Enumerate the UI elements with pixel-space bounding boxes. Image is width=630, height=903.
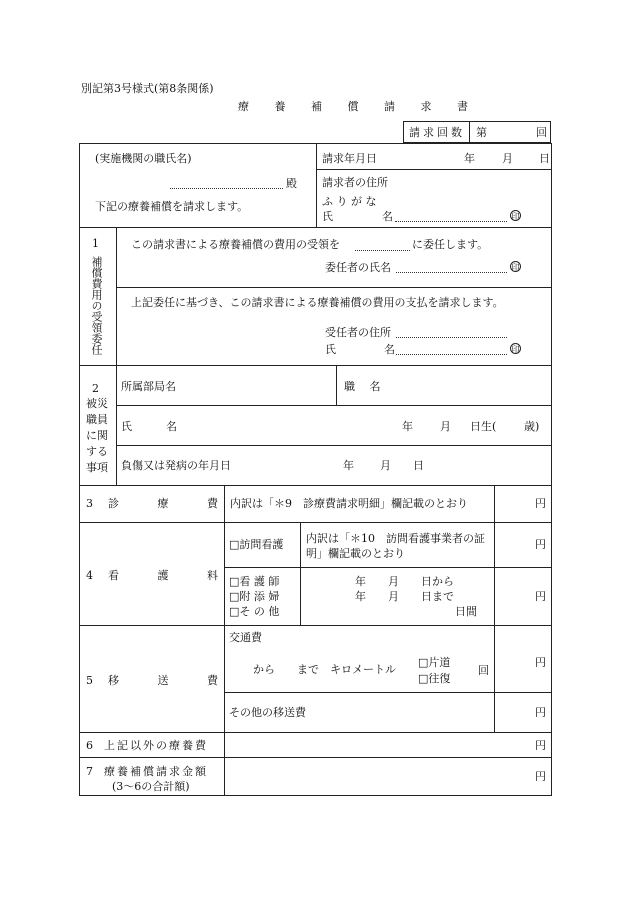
delegatee-name-a: 氏 <box>325 343 336 356</box>
visit-nursing-checkbox[interactable]: □訪問看護 <box>229 538 284 551</box>
period-days: 日間 <box>455 605 477 618</box>
section7-unit: 円 <box>535 770 546 783</box>
section2-label-line: 事項 <box>86 461 108 474</box>
birth-day: 日生( <box>470 420 497 433</box>
based-text: 上記委任に基づき、この請求書による療養補償の費用の支払を請求します。 <box>131 296 504 309</box>
request-text: 下記の療養補償を請求します。 <box>95 200 249 213</box>
address-label: 請求者の住所 <box>322 176 388 189</box>
agency-label: (実施機関の職氏名) <box>95 152 192 165</box>
section3-detail: 内訳は「＊9 診療費請求明細」欄記載のとおり <box>230 497 468 510</box>
visit-detail: 内訳は「＊10 訪問看護事業者の証明」欄記載のとおり <box>306 532 485 560</box>
delegator-name-line[interactable] <box>396 272 507 273</box>
section7-label: 療養補償請求金額 <box>104 765 208 778</box>
victim-name-a: 氏 <box>121 420 132 433</box>
section5-unit-a: 円 <box>535 656 546 669</box>
section3-number: 3 <box>86 497 93 510</box>
round-trip-checkbox[interactable]: □往復 <box>418 672 451 685</box>
section6-number: 6 <box>86 739 93 752</box>
section3-label: 診 療 費 <box>108 497 226 510</box>
section5-label: 移 送 費 <box>108 674 226 687</box>
section5-unit-b: 円 <box>535 706 546 719</box>
birth-year: 年 <box>402 420 413 433</box>
claimant-name-line[interactable] <box>395 221 507 222</box>
position-label: 職 名 <box>344 380 381 393</box>
delegate-text-a: この請求書による療養補償の費用の受領を <box>131 238 340 251</box>
section7-number: 7 <box>86 765 93 778</box>
section2-label-line: 職員 <box>86 413 108 426</box>
period-from: 年 月 日から <box>355 575 454 588</box>
name-label-a: 氏 <box>322 210 333 223</box>
delegatee-address-label: 受任者の住所 <box>325 326 391 339</box>
transport-label: 交通費 <box>229 631 262 644</box>
count-label: 請求回数 <box>409 126 465 139</box>
date-label: 請求年月日 <box>322 152 377 165</box>
seal-icon: 印 <box>511 212 520 221</box>
section2-label-line: に関 <box>86 429 108 442</box>
one-way-checkbox[interactable]: □片道 <box>418 656 451 669</box>
section4-unit-b: 円 <box>535 590 546 603</box>
injury-year: 年 <box>343 459 354 472</box>
seal-icon: 印 <box>511 345 520 354</box>
date-day: 日 <box>539 152 550 165</box>
injury-day: 日 <box>413 459 424 472</box>
delegatee-name-b: 名 <box>384 343 395 356</box>
other-transport-label: その他の移送費 <box>229 706 306 719</box>
delegatee-address-line[interactable] <box>396 337 507 338</box>
section5-number: 5 <box>86 674 93 687</box>
count-suffix: 回 <box>536 126 547 139</box>
name-label-b: 名 <box>382 210 393 223</box>
period-to: 年 月 日まで <box>355 590 454 603</box>
birth-month: 月 <box>440 420 451 433</box>
delegate-text-b: に委任します。 <box>412 238 489 251</box>
dono: 殿 <box>286 177 297 190</box>
delegate-to-line[interactable] <box>355 250 410 251</box>
victim-name-b: 名 <box>166 420 177 433</box>
agency-name-line[interactable] <box>170 188 283 189</box>
section7-sub: (3〜6の合計額) <box>112 780 190 793</box>
transport-route: から まで キロメートル <box>253 663 396 676</box>
trip-times: 回 <box>478 664 489 677</box>
section2-label-line: する <box>86 445 108 458</box>
form-reference: 別記第3号様式(第8条関係) <box>81 82 214 95</box>
other-checkbox[interactable]: □そ の 他 <box>229 605 280 618</box>
delegator-label: 委任者の氏名 <box>325 261 391 274</box>
section1-number: 1 <box>92 237 99 250</box>
nurse-checkbox[interactable]: □看 護 師 <box>229 575 280 588</box>
furigana-label: ふ り が な <box>322 195 377 208</box>
section2-label-line: 被災 <box>86 397 108 410</box>
section6-unit: 円 <box>535 739 546 752</box>
date-year: 年 <box>464 152 475 165</box>
dept-label: 所属部局名 <box>121 380 176 393</box>
section4-number: 4 <box>86 569 93 582</box>
delegatee-name-line[interactable] <box>396 354 507 355</box>
section2-number: 2 <box>92 382 99 395</box>
date-month: 月 <box>502 152 513 165</box>
attendant-checkbox[interactable]: □附 添 婦 <box>229 590 280 603</box>
injury-month: 月 <box>380 459 391 472</box>
section6-label: 上記以外の療養費 <box>104 739 208 752</box>
age: 歳) <box>524 420 540 433</box>
seal-icon: 印 <box>511 263 520 272</box>
form-title: 療 養 補 償 請 求 書 <box>238 100 479 113</box>
injury-date-label: 負傷又は発病の年月日 <box>121 459 231 472</box>
count-prefix: 第 <box>476 126 487 139</box>
section1-label: 補償費用の受領委任 <box>90 256 103 355</box>
section3-unit: 円 <box>535 497 546 510</box>
section4-unit-a: 円 <box>535 538 546 551</box>
section4-label: 看 護 料 <box>108 569 226 582</box>
